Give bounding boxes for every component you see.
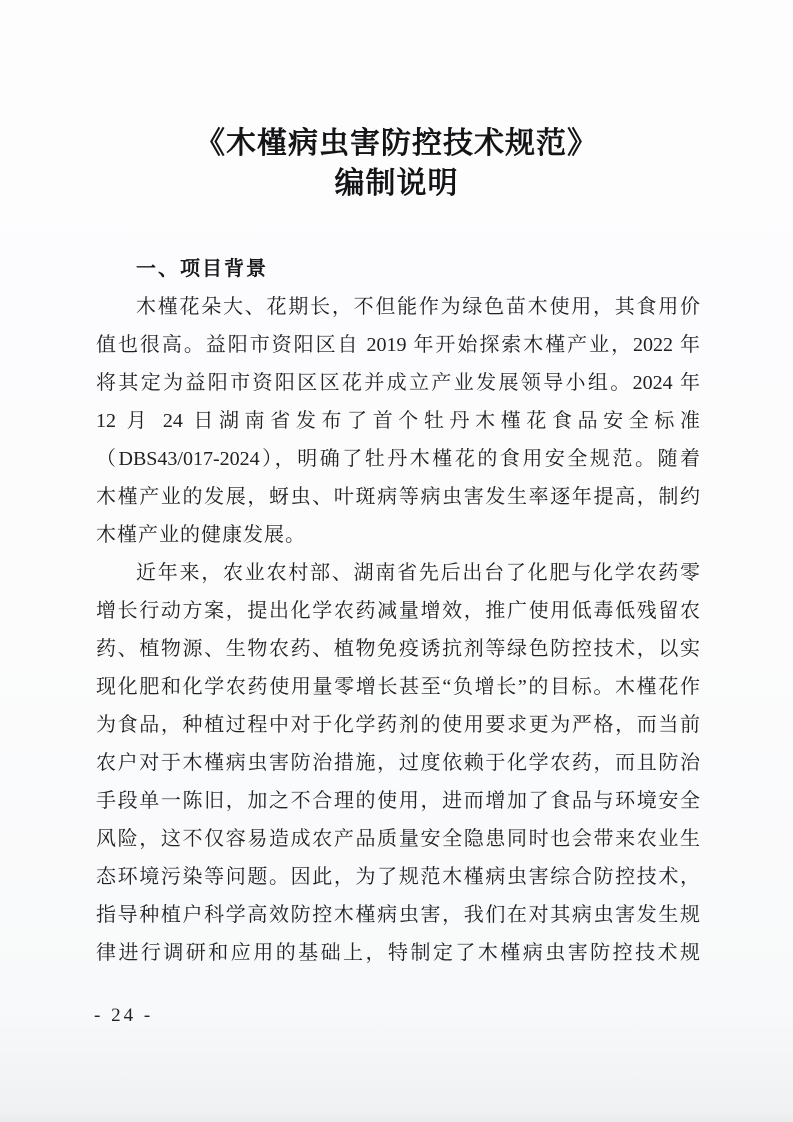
body-line-3: 将其定为益阳市资阳区区花并成立产业发展领导小组。2024 年 bbox=[96, 372, 700, 394]
body-line-1: 木槿花朵大、花期长，不但能作为绿色苗木使用，其食用价 bbox=[136, 296, 700, 318]
body-line-4: 12 月 24 日湖南省发布了首个牡丹木槿花食品安全标准 bbox=[96, 410, 700, 432]
body-line-8: 近年来，农业农村部、湖南省先后出台了化肥与化学农药零 bbox=[136, 562, 700, 584]
document-title-line-1: 《木槿病虫害防控技术规范》 bbox=[195, 127, 598, 160]
page-number: - 24 - bbox=[94, 1005, 154, 1026]
document-title bbox=[0, 124, 793, 204]
body-line-15: 风险，这不仅容易造成农产品质量安全隐患同时也会带来农业生 bbox=[96, 828, 700, 850]
body-line-17: 指导种植户科学高效防控木槿病虫害，我们在对其病虫害发生规 bbox=[96, 904, 700, 926]
body-line-14: 手段单一陈旧，加之不合理的使用，进而增加了食品与环境安全 bbox=[96, 790, 700, 812]
body-line-10: 药、植物源、生物农药、植物免疫诱抗剂等绿色防控技术，以实 bbox=[96, 638, 700, 660]
body-line-11: 现化肥和化学农药使用量零增长甚至“负增长”的目标。木槿花作 bbox=[96, 676, 700, 698]
document-title-line-2: 编制说明 bbox=[334, 167, 459, 200]
document-body bbox=[96, 288, 700, 972]
body-line-18: 律进行调研和应用的基础上，特制定了木槿病虫害防控技术规 bbox=[96, 942, 700, 964]
body-line-12: 为食品，种植过程中对于化学药剂的使用要求更为严格，而当前 bbox=[96, 714, 700, 736]
section-heading-project-background: 一、项目背景 bbox=[136, 258, 268, 280]
body-line-5: （DBS43/017-2024），明确了牡丹木槿花的食用安全规范。随着 bbox=[96, 448, 700, 470]
body-line-13: 农户对于木槿病虫害防治措施，过度依赖于化学农药，而且防治 bbox=[96, 752, 700, 774]
body-line-16: 态环境污染等问题。因此，为了规范木槿病虫害综合防控技术， bbox=[96, 866, 700, 888]
body-line-6: 木槿产业的发展，蚜虫、叶斑病等病虫害发生率逐年提高，制约 bbox=[96, 486, 700, 508]
body-line-7: 木槿产业的健康发展。 bbox=[96, 524, 306, 546]
body-line-2: 值也很高。益阳市资阳区自 2019 年开始探索木槿产业，2022 年 bbox=[96, 334, 700, 356]
body-line-9: 增长行动方案，提出化学农药减量增效，推广使用低毒低残留农 bbox=[96, 600, 700, 622]
